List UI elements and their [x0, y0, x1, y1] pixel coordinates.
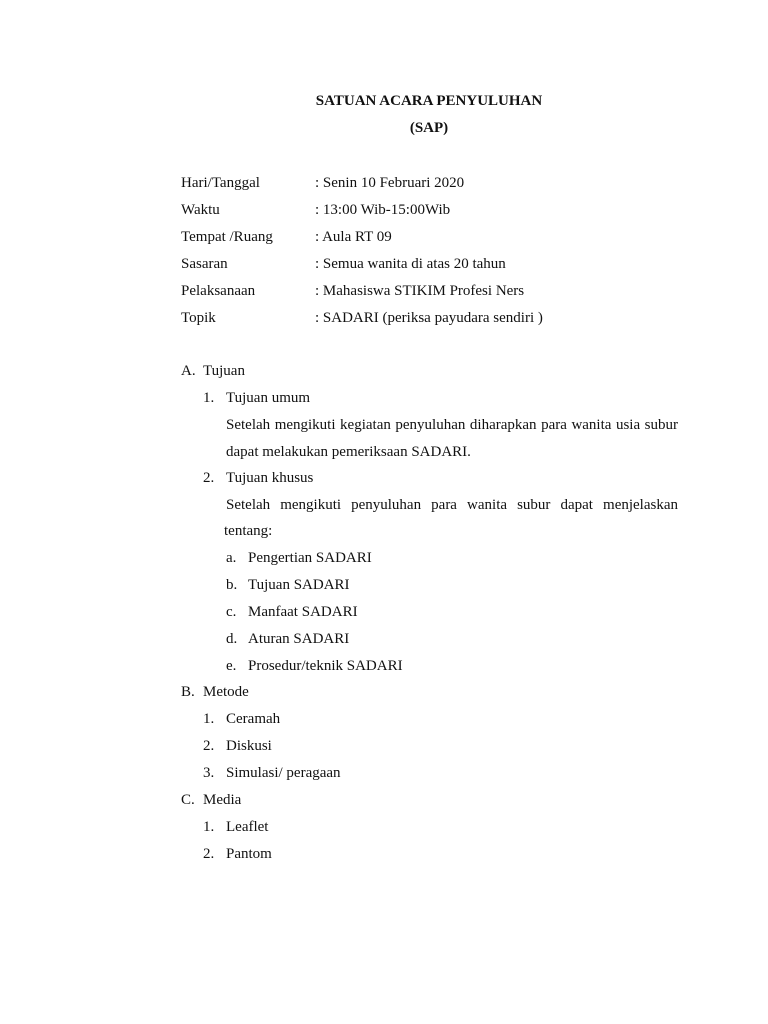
info-label-tempat-ruang: Tempat /Ruang: [181, 229, 273, 245]
section-b-item-3-marker: 3.: [203, 765, 215, 781]
info-value-topik: : SADARI (periksa payudara sendiri ): [315, 310, 543, 326]
section-b-item-1-marker: 1.: [203, 711, 215, 727]
subitem-e-marker: e.: [226, 658, 237, 674]
section-a-item-1-marker: 1.: [203, 390, 215, 406]
info-label-sasaran: Sasaran: [181, 256, 228, 272]
info-label-pelaksanaan: Pelaksanaan: [181, 283, 256, 299]
subitem-d-label: Aturan SADARI: [248, 631, 350, 647]
info-label-hari-tanggal: Hari/Tanggal: [181, 175, 260, 191]
section-a-item-2-text-line2: tentang:: [224, 523, 273, 539]
info-value-waktu: : 13:00 Wib-15:00Wib: [315, 202, 451, 218]
subitem-b-label: Tujuan SADARI: [248, 577, 350, 593]
section-b-item-2-label: Diskusi: [226, 738, 272, 754]
section-a-item-1-text-line1: Setelah mengikuti kegiatan penyuluhan diharapkan para wanita usia subur: [226, 417, 678, 433]
section-b-heading: Metode: [203, 684, 249, 700]
section-b-item-1-label: Ceramah: [226, 711, 281, 727]
section-a-item-1-label: Tujuan umum: [226, 390, 311, 406]
section-c-heading: Media: [203, 792, 242, 808]
subitem-b-marker: b.: [226, 577, 238, 593]
info-value-hari-tanggal: : Senin 10 Februari 2020: [315, 175, 465, 191]
section-c-item-2-marker: 2.: [203, 846, 215, 862]
subitem-a-marker: a.: [226, 550, 237, 566]
info-label-waktu: Waktu: [181, 202, 220, 218]
section-a-item-2-text-line1: Setelah mengikuti penyuluhan para wanita subur dapat menjelaskan: [226, 497, 678, 513]
info-value-pelaksanaan: : Mahasiswa STIKIM Profesi Ners: [315, 283, 525, 299]
document-title: SATUAN ACARA PENYULUHAN: [315, 93, 543, 109]
info-value-sasaran: : Semua wanita di atas 20 tahun: [315, 256, 506, 272]
document-subtitle: (SAP): [409, 120, 449, 136]
section-a-marker: A.: [181, 363, 196, 379]
subitem-d-marker: d.: [226, 631, 238, 647]
subitem-c-label: Manfaat SADARI: [248, 604, 358, 620]
subitem-c-marker: c.: [226, 604, 237, 620]
section-c-item-1-marker: 1.: [203, 819, 215, 835]
info-label-topik: Topik: [181, 310, 216, 326]
section-b-item-3-label: Simulasi/ peragaan: [226, 765, 341, 781]
section-a-item-2-label: Tujuan khusus: [226, 470, 314, 486]
section-a-item-1-text-line2: dapat melakukan pemeriksaan SADARI.: [226, 444, 471, 460]
subitem-a-label: Pengertian SADARI: [248, 550, 372, 566]
section-c-item-1-label: Leaflet: [226, 819, 269, 835]
info-value-tempat-ruang: : Aula RT 09: [315, 229, 392, 245]
section-a-item-2-marker: 2.: [203, 470, 215, 486]
section-c-marker: C.: [181, 792, 195, 808]
section-b-marker: B.: [181, 684, 195, 700]
section-c-item-2-label: Pantom: [226, 846, 272, 862]
subitem-e-label: Prosedur/teknik SADARI: [248, 658, 403, 674]
section-b-item-2-marker: 2.: [203, 738, 215, 754]
section-a-heading: Tujuan: [203, 363, 245, 379]
